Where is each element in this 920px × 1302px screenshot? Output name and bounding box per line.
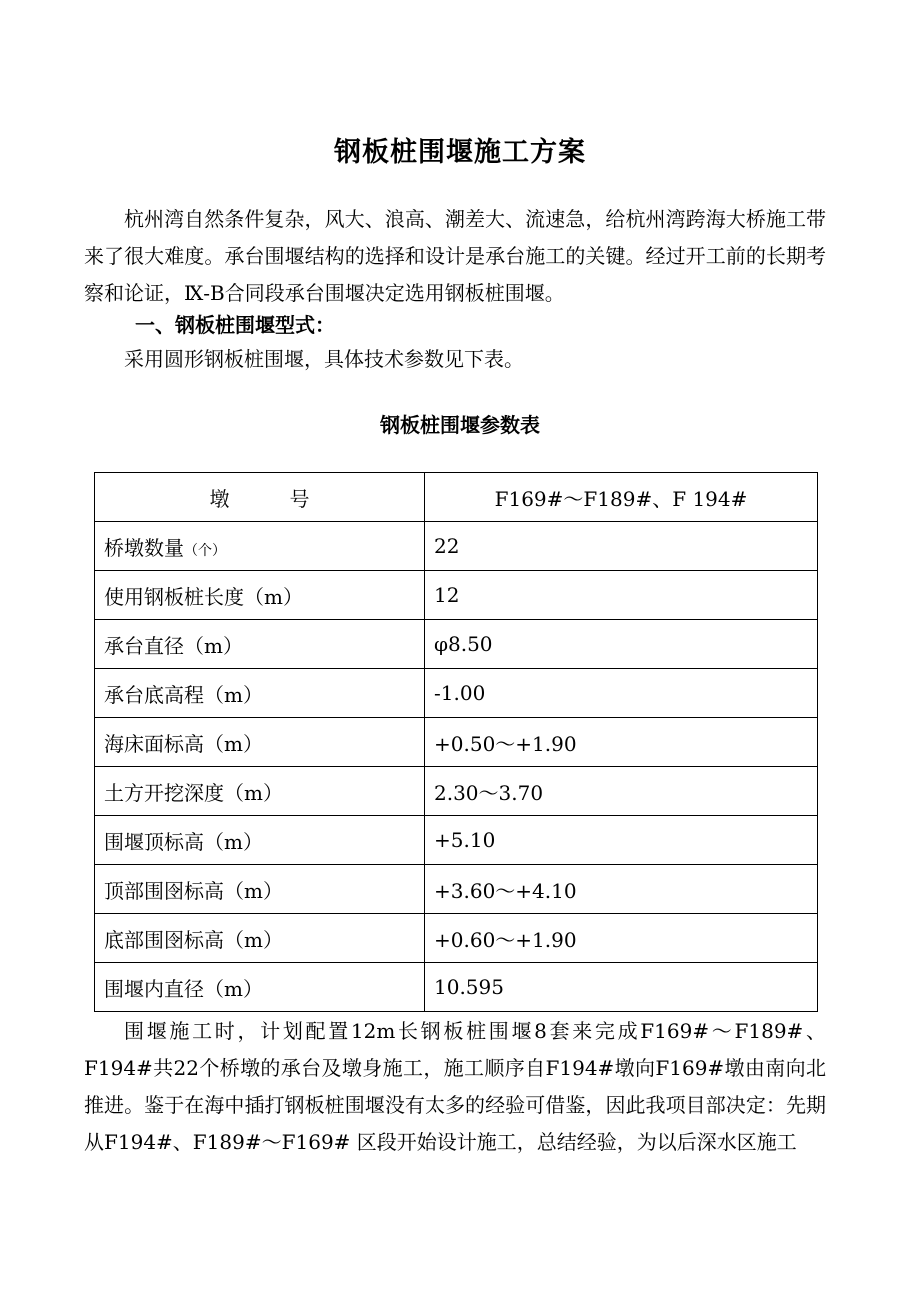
table-row (95, 571, 818, 620)
table-row (95, 914, 818, 963)
table-row (95, 620, 818, 669)
table-header-row (95, 473, 818, 522)
row-value-cell: 22 (425, 522, 818, 571)
row-value-cell: 2.30～3.70 (425, 767, 818, 816)
closing-paragraph: 围堰施工时，计划配置12m长钢板桩围堰8套来完成F169#～F189#、F194#共22个桥墩的承台及墩身施工，施工顺序自F194#墩向F169#墩由南向北推进。鉴于在海中插打钢板桩围堰没有太多的经验可借鉴，因此我项目部决定：先期从F194#、F189#～F169# 区段开始设计施工，总结经验，为以后深水区施工 (84, 1019, 826, 1154)
row-label-text: 桥墩数量 (104, 535, 184, 560)
row-value-cell: +5.10 (425, 816, 818, 865)
row-label-cell: 承台直径（m） (95, 620, 425, 669)
row-label-cell: 使用钢板桩长度（m） (95, 571, 425, 620)
row-value-cell: φ8.50 (425, 620, 818, 669)
row-label-cell: 海床面标高（m） (95, 718, 425, 767)
parameters-table (94, 472, 818, 1012)
header-label-cell: 墩 号 (95, 473, 425, 522)
row-value-cell: +3.60～+4.10 (425, 865, 818, 914)
table-caption: 钢板桩围堰参数表 (380, 413, 540, 437)
header-value-cell: F169#～F189#、F 194# (425, 473, 818, 522)
row-value-cell: -1.00 (425, 669, 818, 718)
row-label-cell: 底部围囹标高（m） (95, 914, 425, 963)
table-row (95, 963, 818, 1012)
intro-paragraph: 杭州湾自然条件复杂，风大、浪高、潮差大、流速急，给杭州湾跨海大桥施工带来了很大难度。承台围堰结构的选择和设计是承台施工的关键。经过开工前的长期考察和论证，Ⅸ-B合同段承台围堰决定选用钢板桩围堰。 (84, 207, 826, 305)
row-value-cell: +0.60～+1.90 (425, 914, 818, 963)
table-row (95, 865, 818, 914)
table-row (95, 522, 818, 571)
section-1-text: 采用圆形钢板桩围堰，具体技术参数见下表。 (124, 347, 524, 371)
table-row (95, 718, 818, 767)
section-heading-1: 一、钢板桩围堰型式： (135, 313, 335, 337)
row-label-cell: 承台底高程（m） (95, 669, 425, 718)
table-row (95, 767, 818, 816)
row-value-cell: +0.50～+1.90 (425, 718, 818, 767)
row-label-cell: 围堰内直径（m） (95, 963, 425, 1012)
table-row (95, 669, 818, 718)
table-row (95, 816, 818, 865)
row-unit-text: （个） (184, 542, 226, 559)
row-label-cell: 土方开挖深度（m） (95, 767, 425, 816)
row-label-cell: 围堰顶标高（m） (95, 816, 425, 865)
row-value-cell: 10.595 (425, 963, 818, 1012)
row-label-cell (95, 522, 425, 571)
row-label-cell: 顶部围囹标高（m） (95, 865, 425, 914)
row-value-cell: 12 (425, 571, 818, 620)
document-title: 钢板桩围堰施工方案 (334, 137, 586, 168)
